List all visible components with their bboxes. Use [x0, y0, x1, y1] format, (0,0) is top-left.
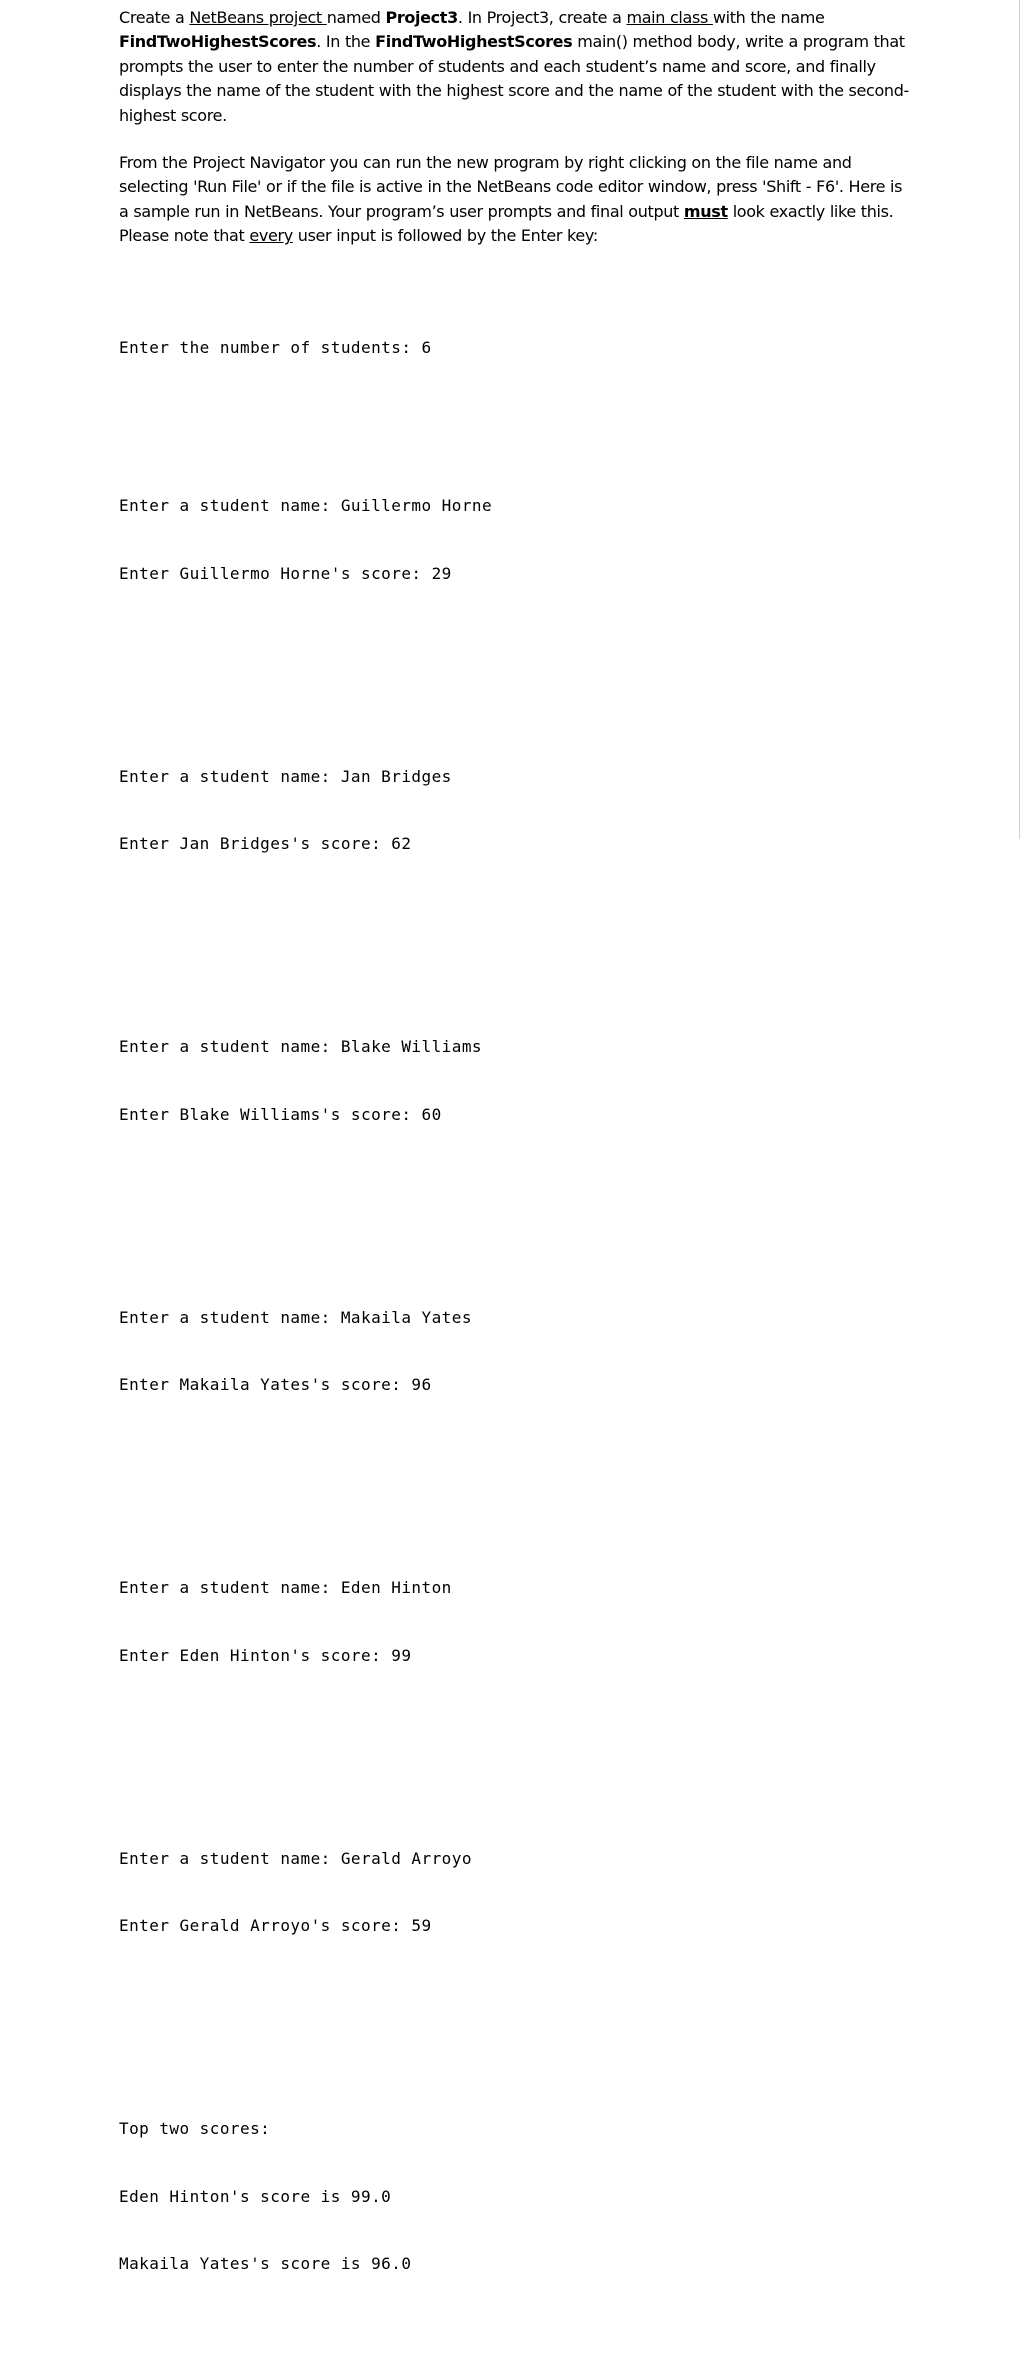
- sample-run-output: [119, 292, 492, 2366]
- text-run: with the name: [712, 8, 825, 27]
- netbeans-project-link[interactable]: NetBeans project: [189, 8, 327, 27]
- student-score-prompt: Enter Gerald Arroyo's score: 59: [119, 1916, 432, 1935]
- page-edge-divider: [1019, 0, 1020, 839]
- text-run: main() method body, write a program that prompts the user to enter the number of students and each student’s name and score, and finally displays the name of the student with the highest score and the name of the student with the second-highest score.: [119, 32, 909, 125]
- student-score-prompt: Enter Blake Williams's score: 60: [119, 1104, 442, 1124]
- student-entry: [119, 1803, 492, 1983]
- emphasis-must: must: [683, 201, 728, 221]
- results-header: Top two scores:: [119, 2119, 271, 2138]
- run-instructions-paragraph: [119, 151, 909, 249]
- class-name: FindTwoHighestScores: [119, 32, 317, 52]
- student-score-prompt: Enter Eden Hinton's score: 99: [119, 1645, 412, 1665]
- text-run: named: [326, 8, 386, 27]
- text-run: user input is followed by the Enter key:: [292, 226, 598, 246]
- class-name: FindTwoHighestScores: [375, 32, 573, 52]
- student-name-prompt: Enter a student name: Blake Williams: [119, 1037, 482, 1056]
- student-score-prompt: Enter Guillermo Horne's score: 29: [119, 563, 452, 583]
- text-run: look exactly like this. Please note that: [119, 201, 894, 246]
- student-name-prompt: Enter a student name: Gerald Arroyo: [119, 1848, 472, 1868]
- highest-score-result: Eden Hinton's score is 99.0: [119, 2186, 392, 2206]
- student-name-prompt: Enter a student name: Makaila Yates: [119, 1307, 472, 1327]
- student-score-prompt: Enter Jan Bridges's score: 62: [119, 834, 412, 853]
- main-class-link[interactable]: main class: [626, 8, 713, 27]
- student-score-prompt: Enter Makaila Yates's score: 96: [119, 1375, 432, 1394]
- student-name-prompt: Enter a student name: Eden Hinton: [119, 1578, 452, 1597]
- text-run: . In the: [316, 32, 376, 52]
- results-block: [119, 2073, 492, 2321]
- project-name: Project3: [385, 8, 458, 27]
- student-entry: [119, 1532, 492, 1712]
- student-name-prompt: Enter a student name: Guillermo Horne: [119, 496, 493, 515]
- text-run: From the Project Navigator you can run the new program by right clicking on the file name and selecting 'Run File' or if the file is active in the NetBeans code editor window, press 'Shift - F6'. Here is a sample run in NetBeans. Your program’s user prompts and final output: [119, 153, 903, 221]
- text-run: . In Project3, create a: [457, 8, 627, 27]
- student-entry: [119, 991, 492, 1171]
- text-run: Create a: [119, 8, 190, 27]
- student-entry: [119, 1262, 492, 1442]
- student-entry: [119, 721, 492, 901]
- second-highest-score-result: Makaila Yates's score is 96.0: [119, 2254, 412, 2273]
- emphasis-every: every: [249, 226, 293, 246]
- student-entry: [119, 450, 492, 630]
- instructions-paragraph: [119, 6, 909, 128]
- student-name-prompt: Enter a student name: Jan Bridges: [119, 766, 452, 786]
- student-count-prompt: Enter the number of students: 6: [119, 338, 432, 357]
